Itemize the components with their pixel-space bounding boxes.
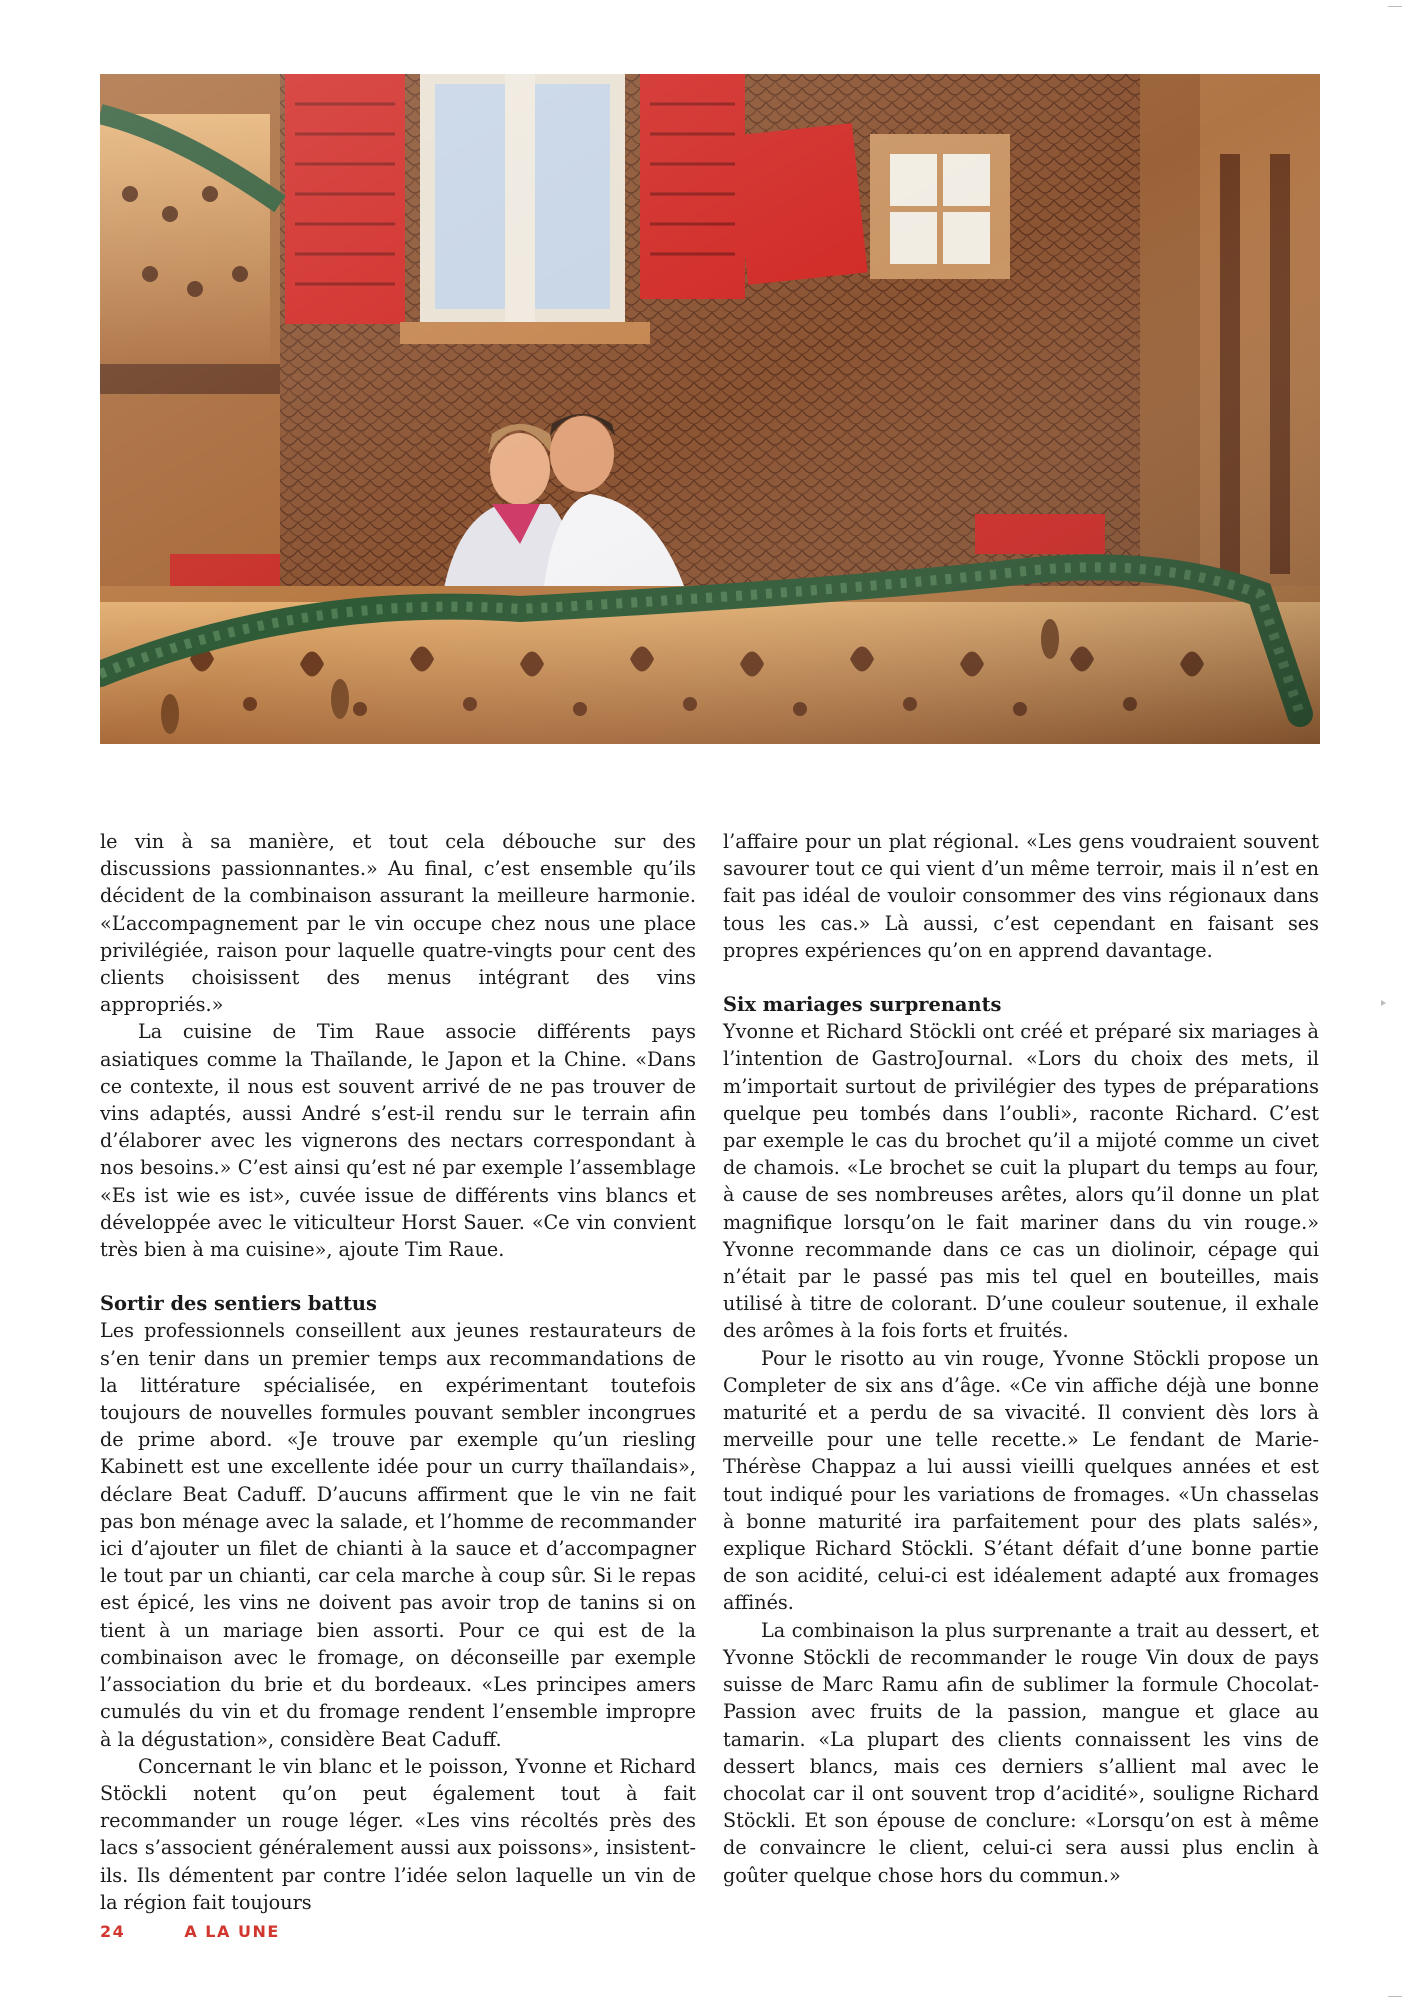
right-paragraph-1: l’affaire pour un plat régional. «Les gens voudraient souvent savourer tout ce qui vient d’un même terroir, mais il n’est en fait pas idéal de vouloir consommer des vins régionaux dans tous les cas.» Là aussi, c’est cependant en faisant ses propres expériences qu’on en apprend davantage. xyxy=(723,830,1319,962)
left-paragraph-4: Concernant le vin blanc et le poisson, Yvonne et Richard Stöckli notent qu’on peut également tout à fait recommander un rouge léger. «Les vins récoltés près des lacs s’associent généralement aussi aux poissons», insistent-ils. Ils démentent par contre l’idée selon laquelle un vin de la région fait toujours xyxy=(100,1754,696,1914)
subheading-sortir: Sortir des sentiers battus xyxy=(100,1292,377,1316)
crop-mark-top xyxy=(1388,6,1402,7)
page-number: 24 xyxy=(100,1922,126,1941)
right-paragraph-4: La combinaison la plus surprenante a trait au dessert, et Yvonne Stöckli de recommander le rouge Vin doux de pays suisse de Marc Ramu afin de sublimer la formule Chocolat-Passion avec fruits de la passion, mangue et glace au tamarin. «La plupart des clients connaissent les vins de dessert blancs, mais ces derniers s’allient mal avec le chocolat car il ont souvent trop d’acidité», souligne Richard Stöckli. Et son épouse de conclure: «Lorsqu’on est à même de convaincre le client, celui-ci sera aussi plus enclin à goûter quelque chose hors du commun.» xyxy=(723,1618,1319,1887)
chalet-balcony-photo-icon xyxy=(100,74,1320,744)
right-paragraph-3: Pour le risotto au vin rouge, Yvonne Stöckli propose un Completer de six ans d’âge. «Ce vin affiche déjà une bonne maturité et a perdu de sa vivacité. Il convient dès lors à merveille pour une telle recette.» Le fendant de Marie-Thérèse Chappaz a lui aussi vieilli quelques années et est tout indiqué pour les variations de fromages. «Un chasselas à bonne maturité ira parfaitement pour des plats salés», explique Richard Stöckli. S’étant défait d’une bonne partie de son acidité, celui-ci est idéalement adapté aux fromages affinés. xyxy=(723,1346,1319,1615)
subheading-six-mariages: Six mariages surprenants xyxy=(723,993,1002,1017)
left-paragraph-2: La cuisine de Tim Raue associe différents pays asiatiques comme la Thaïlande, le Japon et la Chine. «Dans ce contexte, il nous est souvent arrivé de ne pas trouver de vins adaptés, aussi André s’est-il rendu sur le terrain afin d’élaborer avec les vignerons des nectars correspondant à nos besoins.» C’est ainsi qu’est né par exemple l’assemblage «Es ist wie es ist», cuvée issue de différents vins blancs et développée avec le viticulteur Horst Sauer. «Ce vin convient très bien à ma cuisine», ajoute Tim Raue. xyxy=(100,1020,696,1262)
left-paragraph-1: le vin à sa manière, et tout cela débouche sur des discussions passionnantes.» Au final, c’est ensemble qu’ils décident de la combinaison assurant la meilleure harmonie. «L’accompagnement par le vin occupe chez nous une place privilégiée, raison pour laquelle quatre-vingts pour cent des clients choisissent des menus intégrant des vins appropriés.» xyxy=(100,830,696,1017)
right-column xyxy=(723,828,1319,1889)
left-column xyxy=(100,828,696,1916)
crop-mark-bottom xyxy=(1388,1996,1402,1997)
page-footer xyxy=(100,1922,280,1941)
section-label: A LA UNE xyxy=(184,1922,280,1941)
right-paragraph-2: Yvonne et Richard Stöckli ont créé et préparé six mariages à l’intention de GastroJournal. «Lors du choix des mets, il m’importait surtout de privilégier des types de préparations quelque peu tombés dans l’oubli», raconte Richard. C’est par exemple le cas du brochet qu’il a mijoté comme un civet de chamois. «Le brochet se cuit la plupart du temps au four, à cause de ses nombreuses arêtes, alors qu’il donne un plat magnifique lorsqu’on le fait mariner dans du vin rouge.» Yvonne recommande dans ce cas un diolinoir, cépage qui n’était par le passé pas mis tel quel en bouteilles, mais utilisé à titre de colorant. D’une couleur soutenue, il exhale des arômes à la fois forts et fruités. xyxy=(723,1020,1319,1343)
left-paragraph-3: Les professionnels conseillent aux jeunes restaurateurs de s’en tenir dans un premier temps aux recommandations de la littérature spécialisée, en expérimentant toutefois toujours de nouvelles formules pouvant sembler incongrues de prime abord. «Je trouve par exemple qu’un riesling Kabinett est une excellente idée pour un curry thaïlandais», déclare Beat Caduff. D’aucuns affirment que le vin ne fait pas bon ménage avec la salade, et l’homme de recommander ici d’ajouter un filet de chianti à la sauce et d’accompagner le tout par un chianti, car cela marche à coup sûr. Si le repas est épicé, les vins ne doivent pas avoir trop de tanins si on tient à un mariage bien assorti. Pour ce qui est de la combinaison avec le fromage, on déconseille par exemple l’association du brie et du bordeaux. «Les principes amers cumulés du vin et du fromage rendent l’ensemble impropre à la dégustation», considère Beat Caduff. xyxy=(100,1319,696,1751)
side-marker xyxy=(1381,1000,1386,1006)
chalet-balcony-photo xyxy=(100,74,1320,744)
